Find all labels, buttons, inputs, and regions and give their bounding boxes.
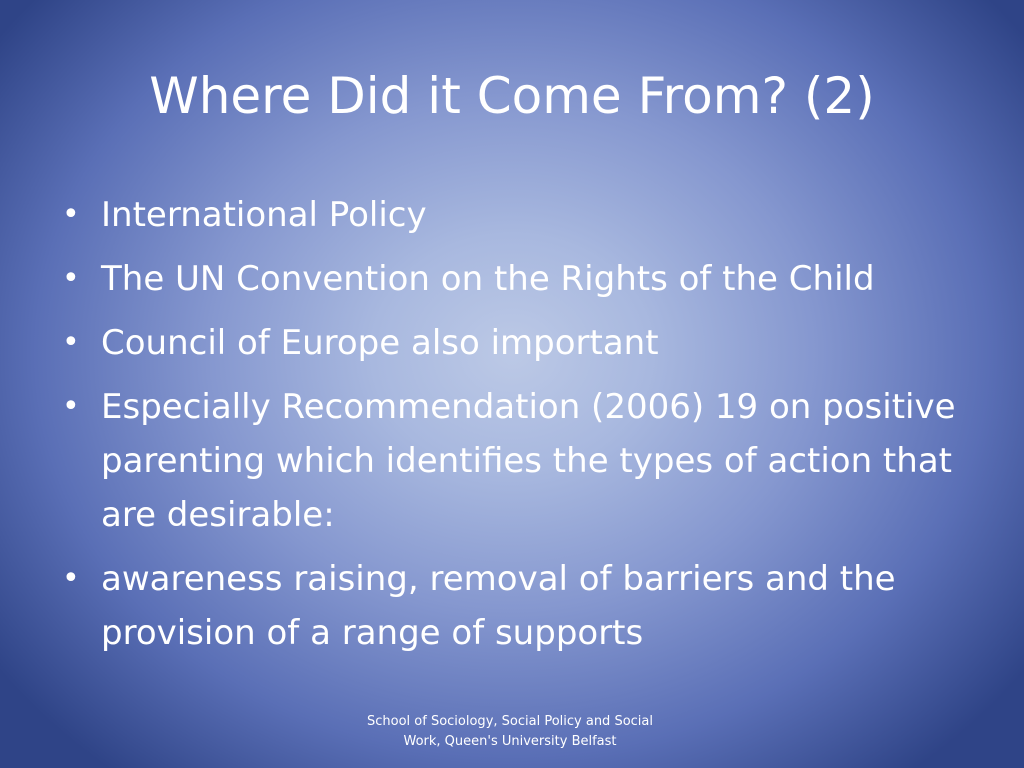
bullet-text: The UN Convention on the Rights of the Child xyxy=(101,259,875,299)
footer-line: Work, Queen's University Belfast xyxy=(403,734,617,749)
slide-footer xyxy=(340,712,680,752)
bullet-list xyxy=(56,188,986,670)
slide-title: Where Did it Come From? (2) xyxy=(149,67,875,125)
bullet-dot-icon: • xyxy=(62,261,80,296)
bullet-dot-icon: • xyxy=(62,561,80,596)
bullet-item xyxy=(56,188,986,242)
bullet-item xyxy=(56,252,986,306)
bullet-item xyxy=(56,552,986,660)
bullet-text: Especially Recommendation (2006) 19 on positive parenting which identifies the types of action that are desirable: xyxy=(101,387,956,535)
footer-line: School of Sociology, Social Policy and Social xyxy=(367,714,653,729)
bullet-item xyxy=(56,316,986,370)
bullet-dot-icon: • xyxy=(62,325,80,360)
bullet-text: awareness raising, removal of barriers and the provision of a range of supports xyxy=(101,559,896,653)
bullet-text: International Policy xyxy=(101,195,427,235)
bullet-dot-icon: • xyxy=(62,197,80,232)
bullet-item xyxy=(56,380,986,542)
bullet-dot-icon: • xyxy=(62,389,80,424)
bullet-text: Council of Europe also important xyxy=(101,323,659,363)
